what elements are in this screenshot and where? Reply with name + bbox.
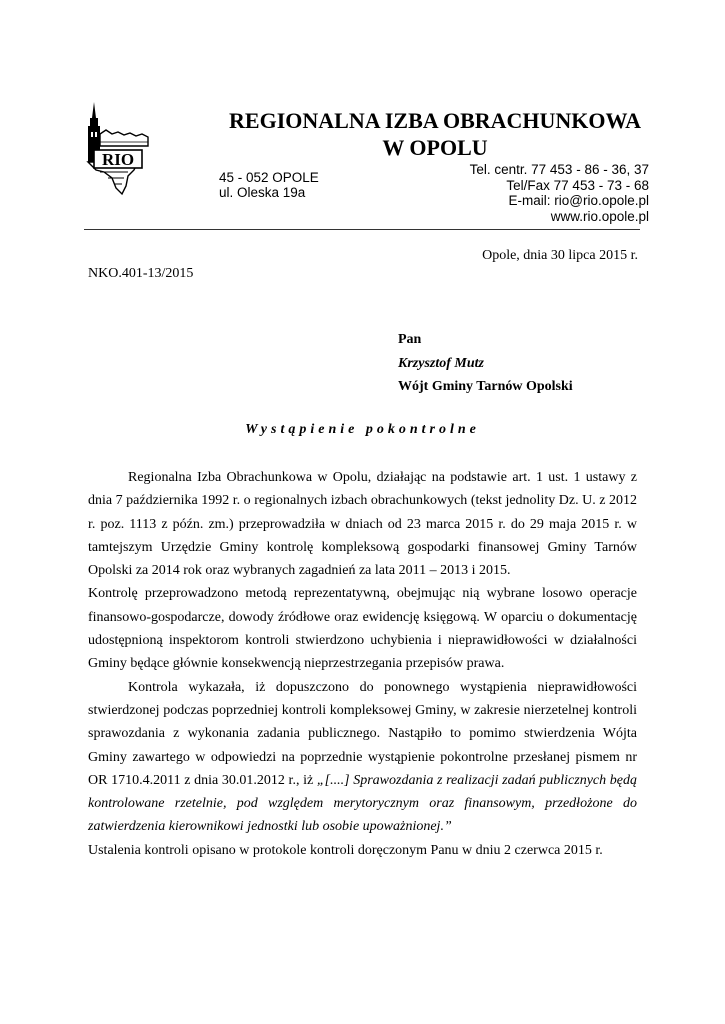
institution-name-line1: REGIONALNA IZBA OBRACHUNKOWA [229,108,641,133]
recipient-salutation: Pan [398,332,422,347]
header-divider [84,229,640,230]
reference-number: NKO.401-13/2015 [88,266,194,281]
body-paragraph-2: Kontrolę przeprowadzono metodą reprezentatywną, obejmując nią wybrane losowo operacje finansowo-gospodarcze, dowody źródłowe oraz ewidencję księgową. W oparciu o dokumentację udostępnioną inspektorom kontroli stwierdzono uchybienia i nieprawidłowości w działalności Gminy będące głównie konsekwencją nieprzestrzegania przepisów prawa. [88,586,637,672]
letter-subject: Wystąpienie pokontrolne [245,422,480,437]
institution-name-line2: W OPOLU [382,135,488,160]
recipient-block [398,328,573,399]
institution-name [205,107,665,161]
recipient-name: Krzysztof Mutz [398,355,484,371]
postal-code-city: 45 - 052 OPOLE [219,170,319,185]
body-paragraph-1: Regionalna Izba Obrachunkowa w Opolu, działając na podstawie art. 1 ust. 1 ustawy z dnia 7 października 1992 r. o regionalnych izbach obrachunkowych (tekst jednolity Dz. U. z 2012 r. poz. 1113 z późn. zm.) przeprowadziła w dniach od 23 marca 2015 r. do 29 maja 2015 r. w tamtejszym Urzędzie Gminy kontrolę kompleksową gospodarki finansowej Gminy Tarnów Opolski za 2014 rok oraz wybranych zagadnień za lata 2011 – 2013 i 2015. [88,470,637,579]
recipient-title: Wójt Gminy Tarnów Opolski [398,379,573,394]
contact-info [470,162,649,224]
rio-emblem-icon [82,100,154,196]
letter-body [88,466,637,862]
fax-number: Tel/Fax 77 453 - 73 - 68 [506,177,649,193]
street-address: ul. Oleska 19a [219,185,306,200]
logo-text: RIO [101,150,135,169]
postal-address [219,170,319,200]
email-address[interactable]: E-mail: rio@rio.opole.pl [508,193,649,208]
website-link[interactable]: www.rio.opole.pl [550,208,649,224]
body-paragraph-3-quote: „[....] Sprawozdania z realizacji zadań publicznych będą kontrolowane rzetelnie, pod względem merytorycznym oraz finansowym, przedłożone do zatwierdzenia kierownikowi jednostki lub osobie upoważnionej.” [88,772,638,835]
rio-logo [82,100,154,196]
phone-number: Tel. centr. 77 453 - 86 - 36, 37 [469,162,649,177]
body-paragraph-3-intro: Kontrola wykazała, iż dopuszczono do ponownego wystąpienia nieprawidłowości stwierdzonej podczas poprzedniej kontroli kompleksowej Gminy, w zakresie nierzetelnej kontroli sprawozdania z wykonania zadania publicznego. Nastąpiło to pomimo stwierdzenia Wójta Gminy zawartego w odpowiedzi na poprzednie wystąpienie pokontrolne przesłanej pismem nr OR 1710.4.2011 z dnia 30.01.2012 r., iż [88,679,637,788]
body-paragraph-4: Ustalenia kontroli opisano w protokole kontroli doręczonym Panu w dniu 2 czerwca 2015 r. [88,842,603,858]
place-date: Opole, dnia 30 lipca 2015 r. [482,248,638,263]
body-paragraph-3 [88,676,637,839]
